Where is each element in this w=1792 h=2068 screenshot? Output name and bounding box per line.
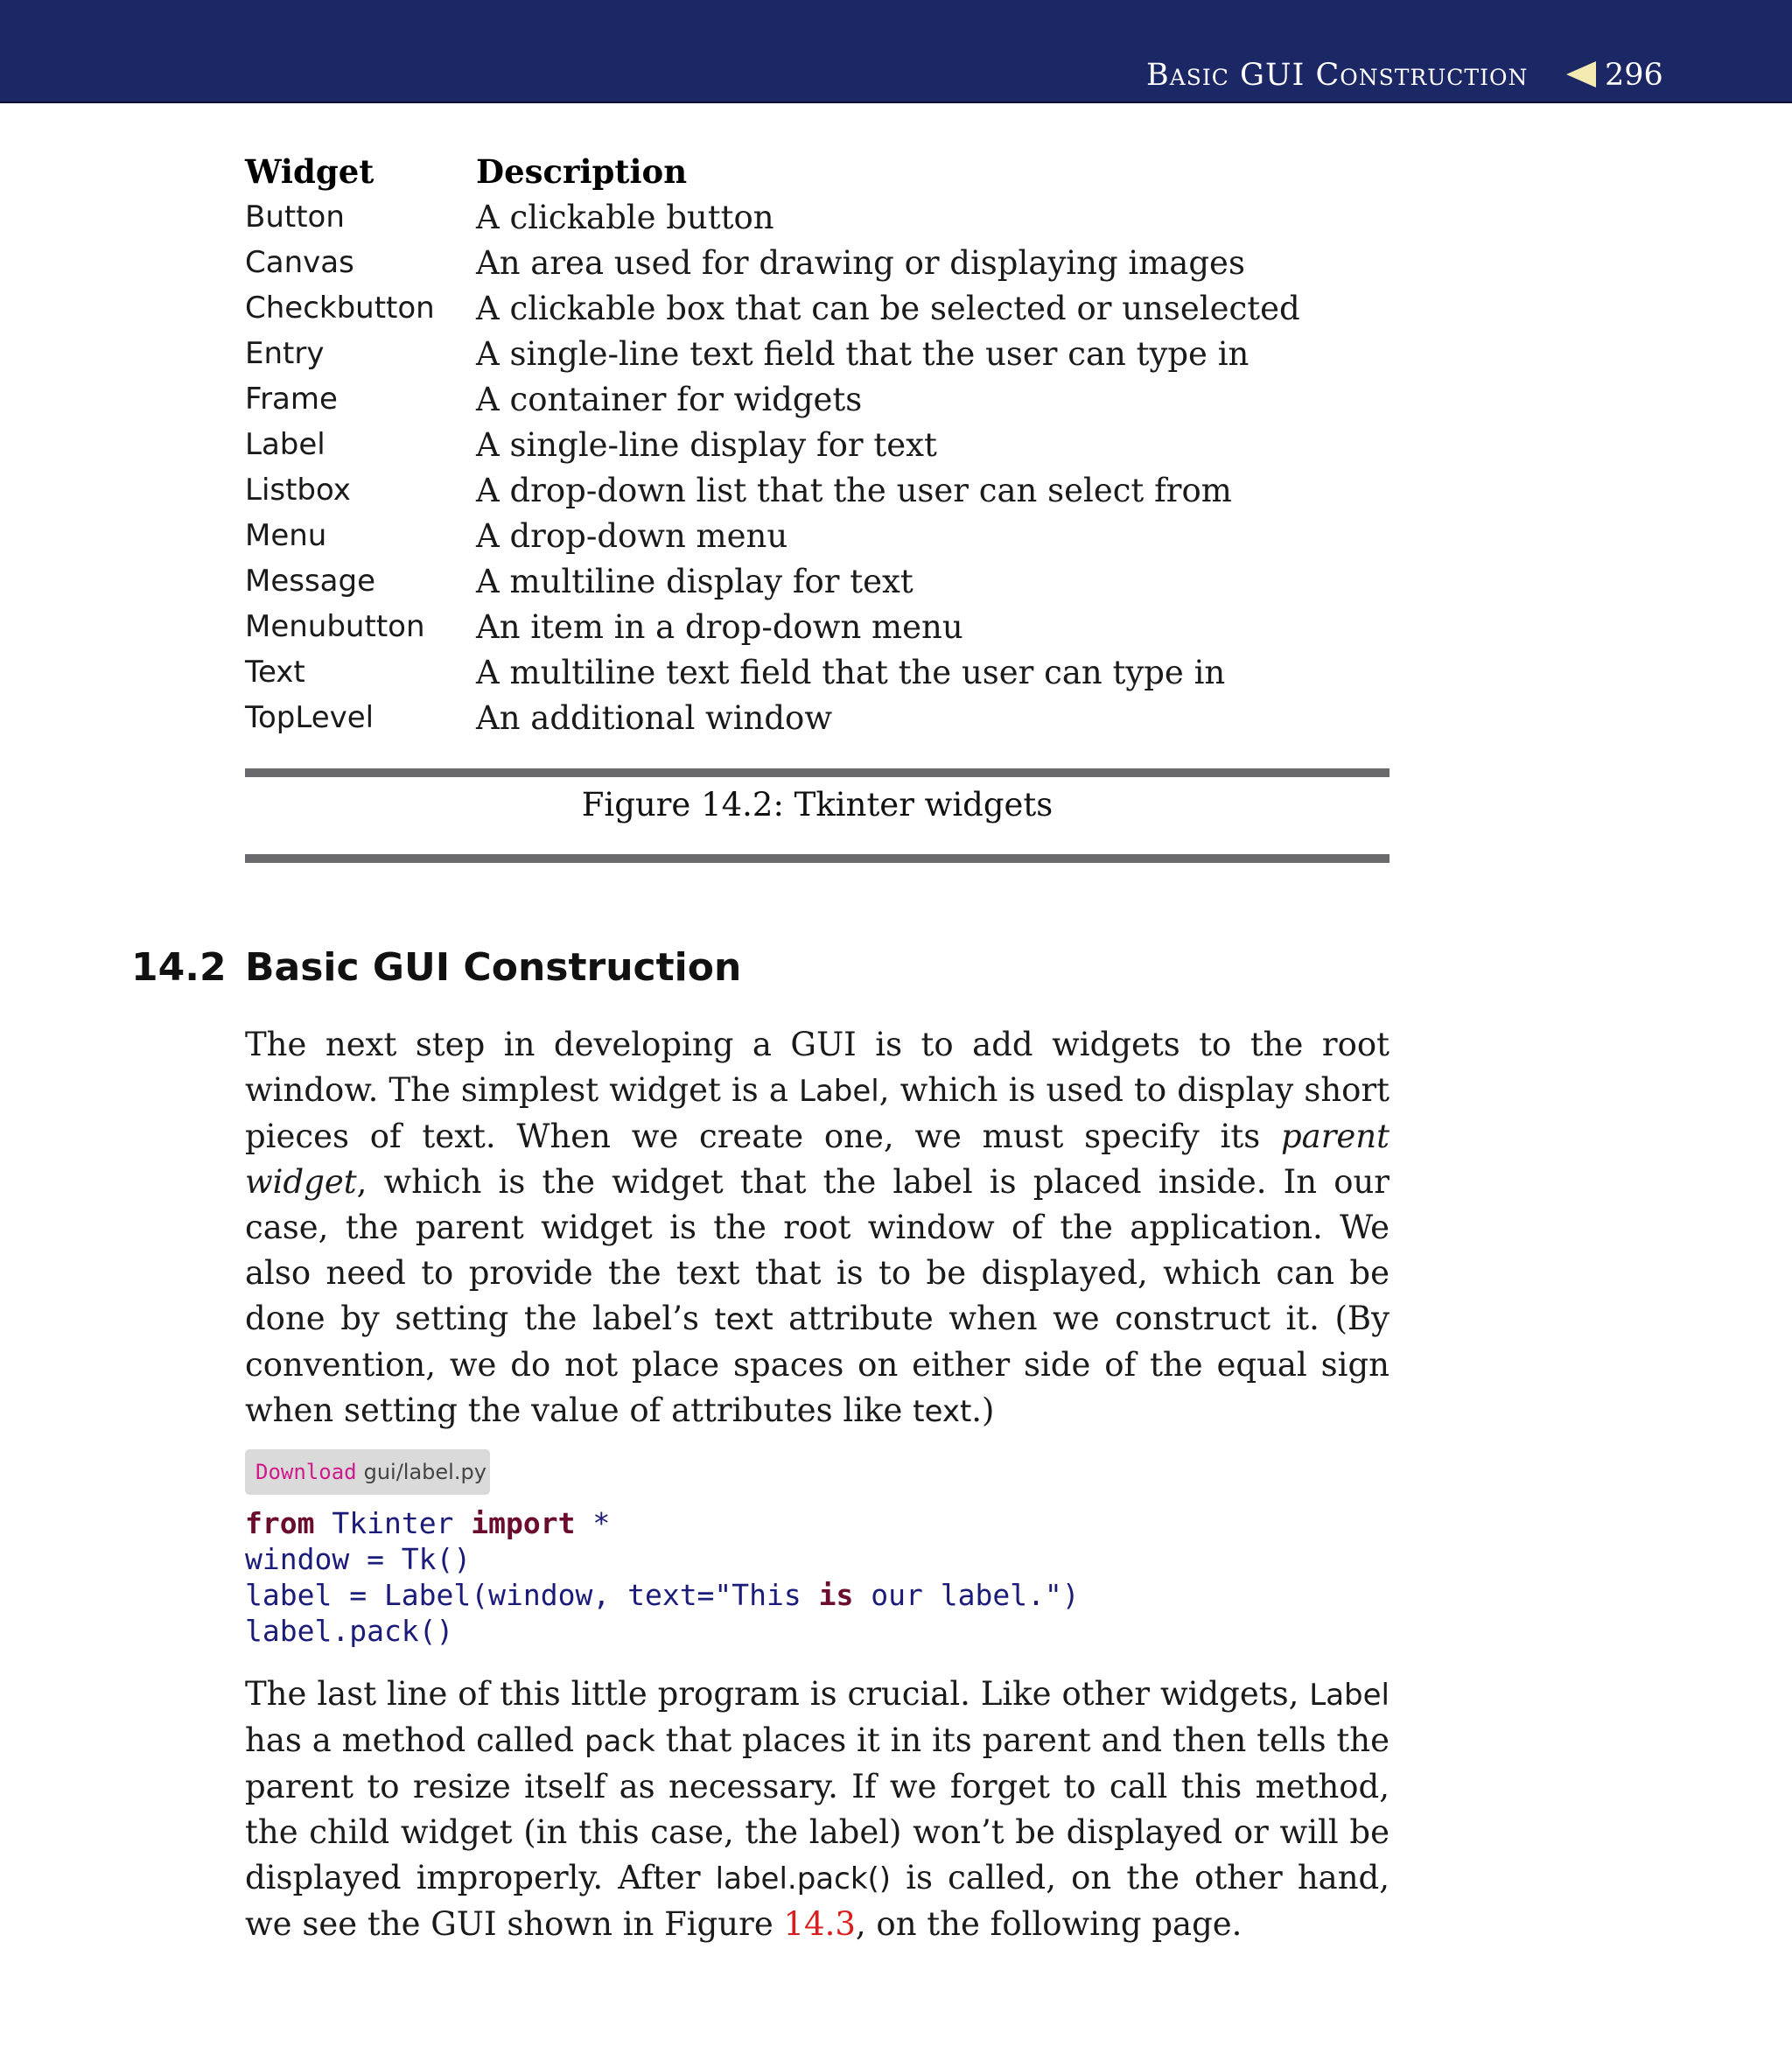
widget-name: Entry [245,336,325,371]
description-column-header: Description [476,152,688,191]
table-row [245,422,1300,467]
widget-name: Button [245,200,345,235]
code-token: label = Label(window, text="This [245,1578,819,1612]
widget-column-header: Widget [245,152,374,191]
table-row [245,513,1300,558]
widget-description: A single-line text field that the user can type in [476,334,1250,373]
inline-code: text [913,1394,972,1429]
back-arrow-icon[interactable] [1566,61,1596,88]
code-token: our label.") [853,1578,1080,1612]
paragraph-text: is called, on the other hand, we see the GUI shown in Figure [245,1859,1390,1943]
widget-description: A multiline display for text [476,562,914,600]
inline-code: Label [799,1074,879,1109]
widget-description: A clickable box that can be selected or unselected [476,289,1300,327]
widget-name: Message [245,564,376,599]
page-number: 296 [1605,58,1663,93]
figure-bottom-rule [245,854,1390,863]
table-row [245,194,1300,240]
running-header-title: Basic GUI Construction [1146,58,1529,93]
paragraph-text: The last line of this little program is crucial. Like other widgets, [245,1675,1310,1713]
widget-description: A container for widgets [476,380,863,418]
figure-reference-link[interactable]: 14.3 [783,1905,856,1943]
table-row [245,467,1300,513]
table-row [245,285,1300,331]
widget-name: Label [245,427,326,462]
table-row [245,604,1300,649]
code-token: * [575,1506,611,1540]
code-keyword: is [818,1578,854,1612]
figure-top-rule [245,768,1390,777]
widget-description: A single-line display for text [476,425,937,464]
widget-description: A clickable button [476,198,774,236]
table-row [245,695,1300,740]
inline-code: text [714,1302,774,1337]
section-number: 14.2 [131,945,227,990]
widget-description: An item in a drop-down menu [476,607,963,646]
table-row [245,649,1300,695]
inline-code: label.pack() [715,1861,892,1896]
download-path: gui/label.py [363,1460,486,1484]
widget-name: Canvas [245,245,354,280]
paragraph-text: that places it in its parent and then tells the parent to resize itself as necessary. If we forget to call this method, the child widget (in this case, the label) won’t be displayed or will be displayed improperly. After [245,1721,1390,1896]
download-label: Download [256,1460,357,1484]
body-paragraph-1 [245,1022,1390,1434]
widget-name: Frame [245,382,338,417]
widgets-table [245,149,1300,740]
code-line: label.pack() [245,1614,454,1648]
code-line: window = Tk() [245,1542,472,1576]
section-title: Basic GUI Construction [245,945,742,990]
code-keyword: import [471,1506,576,1540]
table-row [245,558,1300,604]
table-row [245,240,1300,285]
paragraph-text: , on the following page. [855,1905,1242,1943]
table-header-row [245,149,1300,194]
section-heading [131,945,741,990]
figure-caption: Figure 14.2: Tkinter widgets [581,786,1054,824]
widget-name: Checkbutton [245,291,435,326]
inline-code: Label [1309,1678,1390,1713]
paragraph-text: .) [971,1392,995,1429]
widget-name: TopLevel [245,700,374,735]
emphasis-term: parent widget [245,1118,1390,1201]
widget-description: An area used for drawing or displaying images [476,243,1245,282]
code-keyword: from [245,1506,315,1540]
paragraph-text: , which is used to display short pieces of text. When we create one, we must specify its [245,1071,1390,1155]
code-token: Tkinter [314,1506,472,1540]
body-paragraph-2 [245,1672,1390,1947]
widget-description: A multiline text field that the user can type in [476,653,1226,691]
widget-name: Menubutton [245,609,425,644]
table-row [245,331,1300,376]
paragraph-text: The next step in developing a GUI is to add widgets to the root window. The simplest widget is a [245,1026,1390,1109]
paragraph-text: attribute when we construct it. (By convention, we do not place spaces on either side of the equal sign when setting the value of attributes like [245,1300,1390,1429]
paragraph-text: , which is the widget that the label is placed inside. In our case, the parent widget is the root window of the application. We also need to provide the text that is to be displayed, which can be done by setting the label’s [245,1163,1390,1337]
inline-code: pack [584,1724,655,1759]
widget-name: Listbox [245,473,351,508]
widget-description: A drop-down menu [476,516,788,555]
code-listing [245,1505,1080,1649]
paragraph-text: has a method called [245,1721,584,1759]
table-row [245,376,1300,422]
download-link[interactable] [245,1449,490,1495]
widget-name: Menu [245,518,327,553]
widget-description: A drop-down list that the user can select from [476,471,1232,509]
widget-name: Text [245,655,305,690]
widget-description: An additional window [476,698,832,737]
